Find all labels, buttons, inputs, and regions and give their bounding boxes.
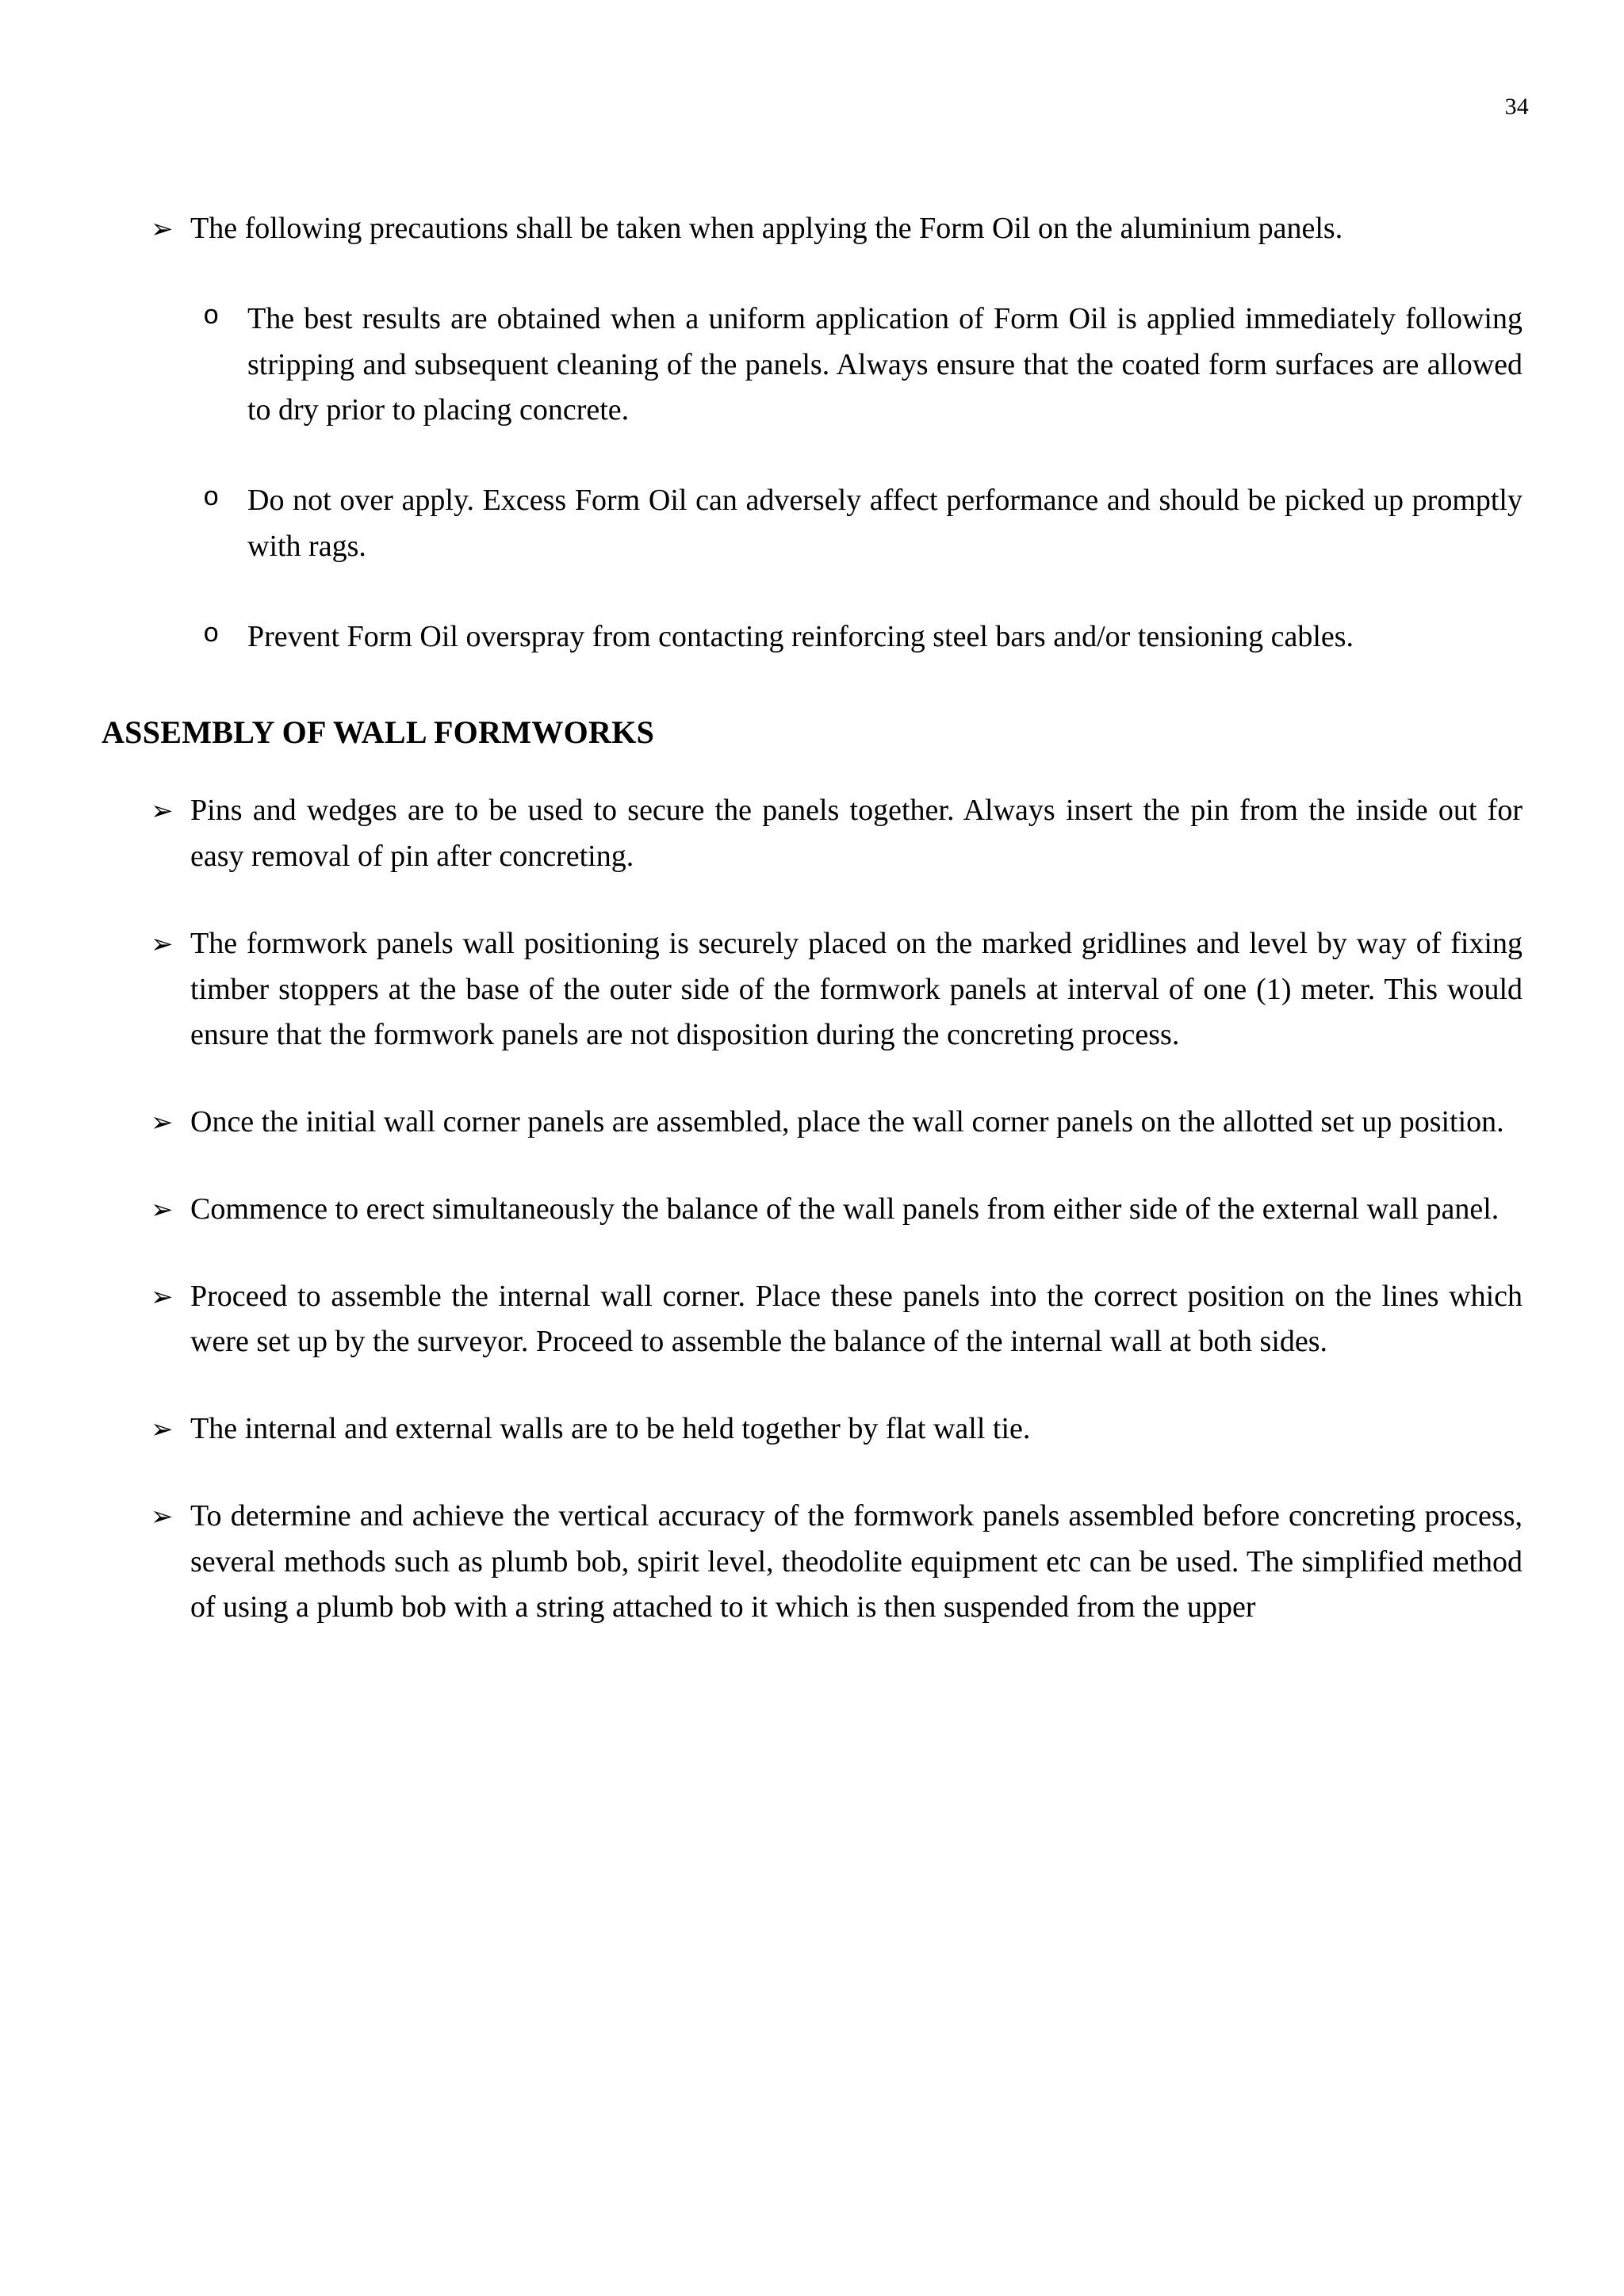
list-item-text: The following precautions shall be taken when applying the Form Oil on the aluminium panels. xyxy=(190,212,1343,245)
list-item-text: Proceed to assemble the internal wall corner. Place these panels into the correct position on the lines which were set up by the surveyor. Proceed to assemble the balance of the internal wall at both sides. xyxy=(190,1279,1522,1359)
arrow-bullet-icon: ➢ xyxy=(151,1280,174,1313)
list-item-text: To determine and achieve the vertical accuracy of the formwork panels assembled before concreting process, several methods such as plumb bob, spirit level, theodolite equipment etc can be used. The simplified method of using a plumb bob with a string attached to it which is then suspended from the upper xyxy=(190,1498,1522,1624)
circle-bullet-icon: o xyxy=(203,619,220,650)
section-heading: ASSEMBLY OF WALL FORMWORKS xyxy=(102,714,655,751)
list-item xyxy=(102,297,1522,434)
arrow-bullet-icon: ➢ xyxy=(151,1500,174,1533)
list-item xyxy=(102,478,1522,570)
circle-bullet-icon: o xyxy=(203,484,220,514)
list-item xyxy=(102,921,1522,1058)
sub-bullet-list xyxy=(102,297,1522,660)
list-item-text: Do not over apply. Excess Form Oil can adversely affect performance and should be picked up promptly with rags. xyxy=(247,484,1522,563)
list-item-text: The internal and external walls are to be held together by flat wall tie. xyxy=(190,1412,1031,1445)
list-item xyxy=(102,1494,1522,1631)
intro-bullet-list xyxy=(102,206,1522,252)
list-item xyxy=(102,614,1522,660)
list-item xyxy=(102,1406,1522,1452)
page-number: 34 xyxy=(1504,94,1529,120)
arrow-bullet-icon: ➢ xyxy=(151,1193,174,1226)
section-bullet-list xyxy=(102,788,1522,1631)
list-item xyxy=(102,788,1522,880)
list-item-text: The formwork panels wall positioning is securely placed on the marked gridlines and level by way of fixing timber stoppers at the base of the outer side of the formwork panels at interval of one (1) meter. This would ensure that the formwork panels are not disposition during the concreting process. xyxy=(190,926,1522,1052)
list-item xyxy=(102,1187,1522,1233)
list-item-text: The best results are obtained when a uniform application of Form Oil is applied immediately following stripping and subsequent cleaning of the panels. Always ensure that the coated form surfaces are allowed to dry prior to placing concrete. xyxy=(247,301,1522,427)
list-item-text: Pins and wedges are to be used to secure the panels together. Always insert the pin from the inside out for easy removal of pin after concreting. xyxy=(190,794,1522,873)
list-item-text: Once the initial wall corner panels are assembled, place the wall corner panels on the allotted set up position. xyxy=(190,1105,1504,1138)
page-content xyxy=(102,206,1522,1631)
list-item xyxy=(102,206,1522,252)
arrow-bullet-icon: ➢ xyxy=(151,1414,174,1445)
list-item-text: Prevent Form Oil overspray from contacting reinforcing steel bars and/or tensioning cables. xyxy=(247,619,1354,653)
circle-bullet-icon: o xyxy=(203,301,220,332)
list-item-text: Commence to erect simultaneously the balance of the wall panels from either side of the external wall panel. xyxy=(190,1192,1500,1226)
arrow-bullet-icon: ➢ xyxy=(151,928,174,960)
arrow-bullet-icon: ➢ xyxy=(151,213,174,245)
arrow-bullet-icon: ➢ xyxy=(151,1107,174,1138)
list-item xyxy=(102,1100,1522,1146)
arrow-bullet-icon: ➢ xyxy=(151,795,174,828)
list-item xyxy=(102,1274,1522,1366)
